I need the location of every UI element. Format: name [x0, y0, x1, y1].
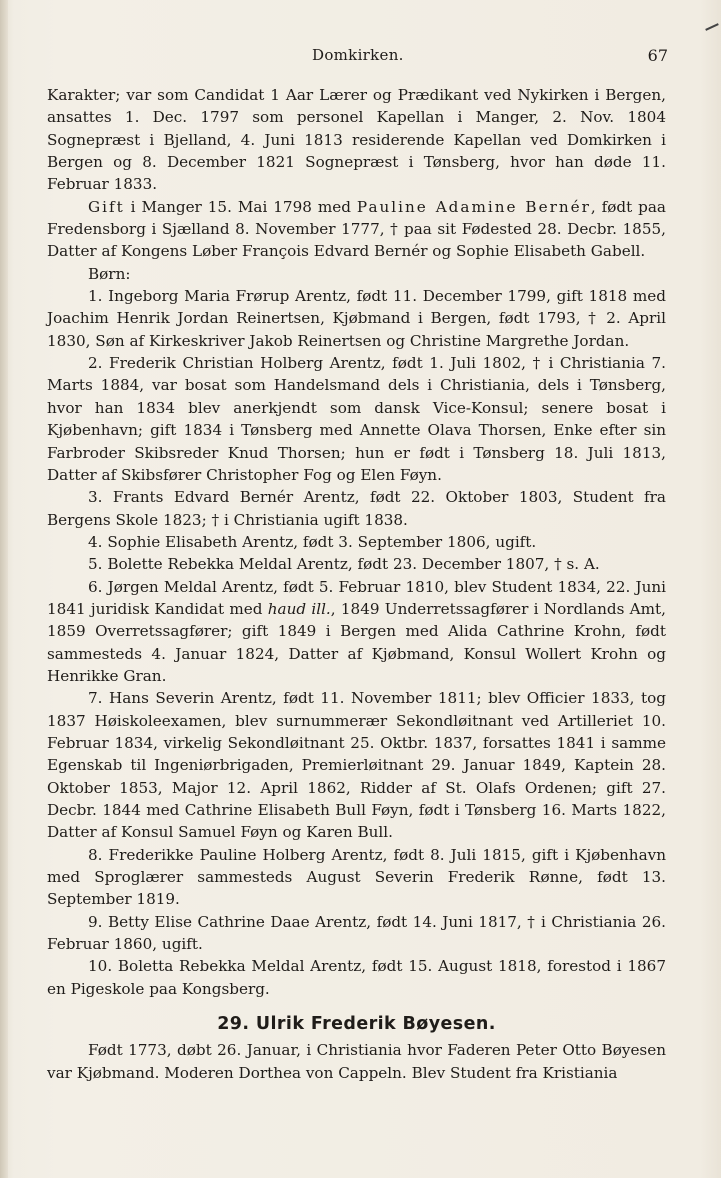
marriage-text-2: , født paa Fredensborg i Sjælland 8. November 1777, † paa sit Fødested 28. Decbr. 1855, Datter af Kongens Løber François Edvard Bernér og Sophie Elisabeth Gabell. [47, 197, 666, 261]
paragraph-section-29: Født 1773, døbt 26. Januar, i Christiania hvor Faderen Peter Otto Bøyesen var Kjøbmand. Moderen Dorthea von Cappeln. Blev Student fra Kristiania [47, 1041, 666, 1082]
marriage-text-1: i Manger 15. Mai 1798 med [124, 197, 357, 216]
page-body [47, 84, 666, 1084]
section-heading: 29. Ulrik Frederik Bøyesen. [217, 1014, 496, 1035]
child6-text-1: 6. Jørgen Meldal Arentz, født 5. Februar 1810, blev Student 1834, 22. Juni 1841 juridisk Kandidat med [47, 577, 666, 618]
marriage-label: Gift [88, 197, 125, 216]
child-entry: 10. Boletta Rebekka Meldal Arentz, født 15. August 1818, forestod i 1867 en Pigeskole paa Kongsberg. [47, 957, 666, 998]
child-entry: 8. Frederikke Pauline Holberg Arentz, født 8. Juli 1815, gift i Kjøbenhavn med Sproglærer sammesteds August Severin Frederik Rønne, født 13. September 1819. [47, 845, 666, 909]
paragraph-marriage [47, 196, 666, 263]
children-label: Børn: [88, 264, 131, 283]
paragraph-intro: Karakter; var som Candidat 1 Aar Lærer og Prædikant ved Nykirken i Bergen, ansattes 1. Dec. 1797 som personel Kapellan i Manger, 2. Nov. 1804 Sognepræst i Bjelland, 4. Juni 1813 residerende Kapellan ved Domkirken i Bergen og 8. December 1821 Sognepræst i Tønsberg, hvor han døde 11. Februar 1833. [47, 86, 666, 194]
child6-italic: haud ill. [267, 599, 331, 618]
child-entry-6 [47, 576, 666, 688]
spouse-name: Pauline Adamine Bernér [356, 197, 591, 216]
page-spine-shadow [0, 0, 8, 1178]
running-title: Domkirken. [312, 46, 404, 64]
page-number: 67 [647, 46, 668, 65]
child-entry: 7. Hans Severin Arentz, født 11. November 1811; blev Officier 1833, tog 1837 Høiskoleexamen, blev surnummerær Sekondløitnant ved Artilleriet 10. Februar 1834, virkelig Sekondløitnant 25. Oktbr. 1837, forsattes 1841 i samme Egenskab til Ingeniørbrigaden, Premierløitnant 29. Januar 1849, Kaptein 28. Oktober 1853, Major 12. April 1862, Ridder af St. Olafs Ordenen; gift 27. Decbr. 1844 med Cathrine Elisabeth Bull Føyn, født i Tønsberg 16. Marts 1822, Datter af Konsul Samuel Føyn og Karen Bull. [47, 689, 666, 842]
page-header [0, 46, 721, 68]
corner-pencil-mark [705, 23, 719, 31]
child-entry: 1. Ingeborg Maria Frørup Arentz, født 11. December 1799, gift 1818 med Joachim Henrik Jordan Reinertsen, Kjøbmand i Bergen, født 1793, † 2. April 1830, Søn af Kirkeskriver Jakob Reinertsen og Christine Margrethe Jordan. [47, 287, 666, 350]
child-entry: 3. Frants Edvard Bernér Arentz, født 22. Oktober 1803, Student fra Bergens Skole 1823; † i Christiania ugift 1838. [47, 488, 666, 529]
child-entry: 4. Sophie Elisabeth Arentz, født 3. September 1806, ugift. [88, 532, 537, 551]
child-entry: 9. Betty Elise Cathrine Daae Arentz, født 14. Juni 1817, † i Christiania 26. Februar 1860, ugift. [47, 912, 666, 954]
child6-text-2: , 1849 Underretssagfører i Nordlands Amt, 1859 Overretssagfører; gift 1849 i Bergen med Alida Cathrine Krohn, født sammesteds 4. Januar 1824, Datter af Kjøbmand, Konsul Wollert Krohn og Henrikke Gran. [47, 599, 666, 685]
child-entry: 2. Frederik Christian Holberg Arentz, født 1. Juli 1802, † i Christiania 7. Marts 1884, var bosat som Handelsmand dels i Christiania, dels i Tønsberg, hvor han 1834 blev anerkjendt som dansk Vice-Konsul; senere bosat i Kjøbenhavn; gift 1834 i Tønsberg med Annette Olava Thorsen, Enke efter sin Farbroder Skibsreder Knud Thorsen; hun er født i Tønsberg 18. Juli 1813, Datter af Skibsfører Christopher Fog og Elen Føyn. [47, 354, 666, 484]
child-entry: 5. Bolette Rebekka Meldal Arentz, født 23. December 1807, † s. A. [88, 555, 600, 574]
